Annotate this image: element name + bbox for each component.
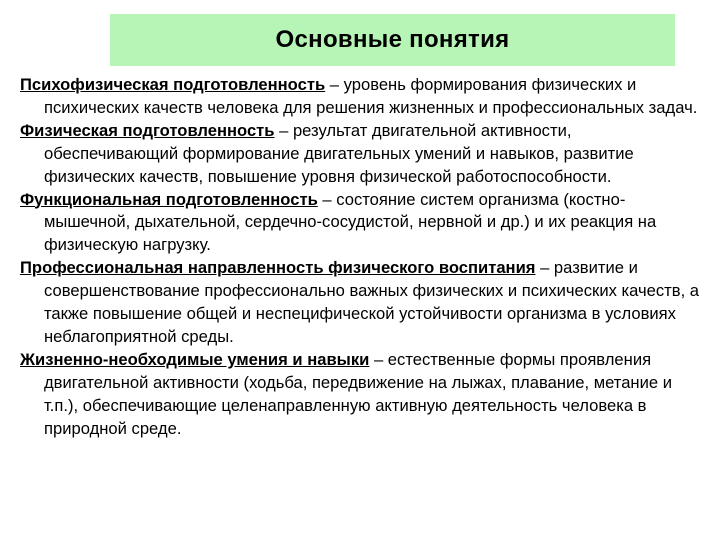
- definition-item: [20, 349, 708, 441]
- definition-text: – состояние систем организма (костно-мышечной, дыхательной, сердечно-сосудистой, нервной и др.) и их реакция на физическую нагрузку.: [44, 189, 657, 255]
- definition-term: Психофизическая подготовленность: [20, 75, 326, 94]
- definition-text: – уровень формирования физических и психических качеств человека для решения жизненных и профессиональных задач.: [44, 75, 698, 117]
- page-title: Основные понятия: [275, 26, 510, 53]
- title-banner: [110, 14, 675, 66]
- definitions-list: [20, 74, 708, 441]
- definition-text: – развитие и совершенствование профессионально важных физических и психических качеств, а также повышение общей и неспецифической устойчивости организма в условиях неблагоприятной среды.: [44, 258, 700, 346]
- definition-item: [20, 120, 708, 189]
- definition-text: – естественные формы проявления двигательной активности (ходьба, передвижение на лыжах, плавание, метание и т.п.), обеспечивающие целенаправленную активную деятельность человека в природной среде.: [44, 349, 672, 438]
- definition-item: [20, 189, 708, 258]
- definition-term: Физическая подготовленность: [20, 120, 275, 140]
- definition-item: [20, 74, 708, 120]
- definition-term: Профессиональная направленность физического воспитания: [20, 258, 536, 278]
- definition-term: Функциональная подготовленность: [20, 189, 318, 209]
- definition-item: [20, 257, 708, 349]
- definition-term: Жизненно-необходимые умения и навыки: [20, 349, 370, 369]
- definition-text: – результат двигательной активности, обеспечивающий формирование двигательных умений и навыков, развитие физических качеств, повышение уровня физической работоспособности.: [44, 120, 634, 186]
